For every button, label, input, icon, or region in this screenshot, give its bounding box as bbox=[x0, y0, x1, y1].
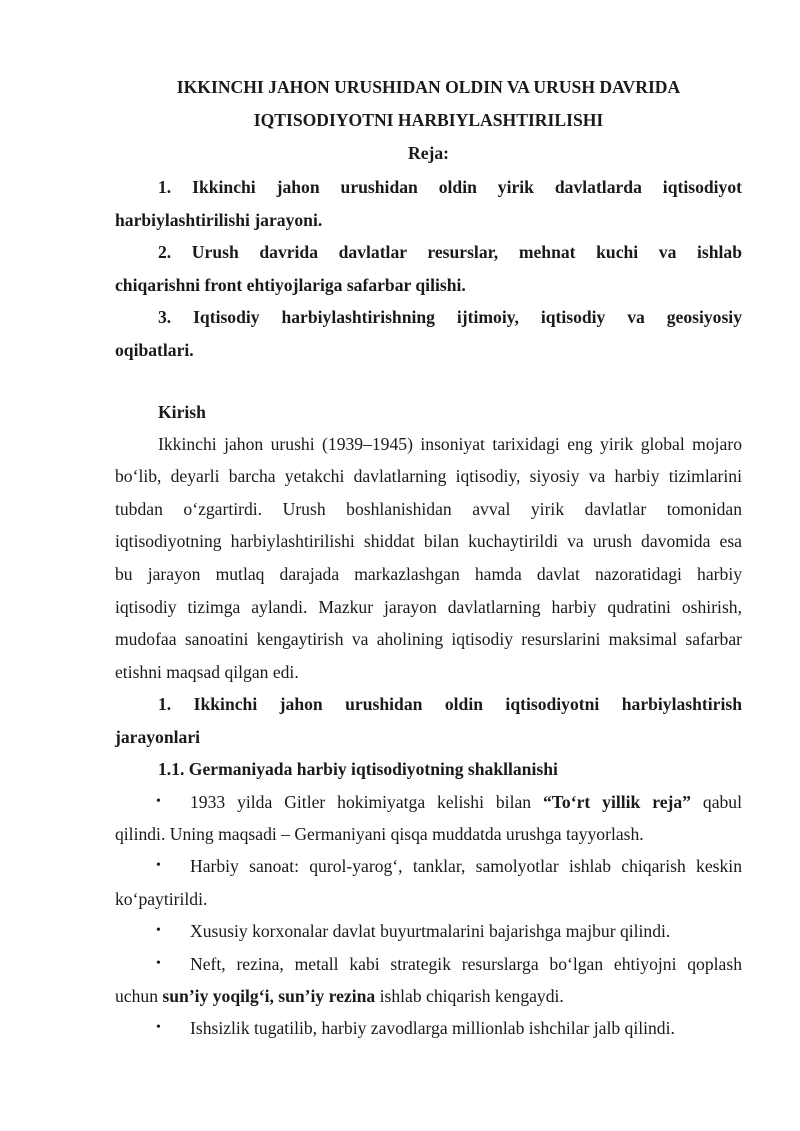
intro-line: bo‘lib, deyarli barcha yetakchi davlatlarning iqtisodiy, siyosiy va harbiy tizimlarini bbox=[115, 466, 742, 486]
bullet-icon: • bbox=[156, 956, 161, 971]
bullet-4-line-2: uchun sun’iy yoqilg‘i, sun’iy rezina ishlab chiqarish kengaydi. bbox=[115, 986, 564, 1006]
intro-line: iqtisodiy tizimga aylandi. Mazkur jarayon davlatlarning harbiy qudratini oshirish, bbox=[115, 597, 742, 617]
plan-item-3-line-2: oqibatlari. bbox=[115, 340, 194, 360]
intro-line: bu jarayon mutlaq darajada markazlashgan hamda davlat nazoratidagi harbiy bbox=[115, 564, 742, 584]
plan-heading: Reja: bbox=[407, 143, 450, 163]
bullet-4-line-1: Neft, rezina, metall kabi strategik resurslarga bo‘lgan ehtiyojni qoplash bbox=[190, 954, 742, 974]
bullet-icon: • bbox=[156, 794, 161, 809]
intro-line: iqtisodiyotning harbiylashtirilishi shiddat bilan kuchaytirildi va urush davomida esa bbox=[115, 531, 742, 551]
plan-item-3-line-1: 3. Iqtisodiy harbiylashtirishning ijtimoiy, iqtisodiy va geosiyosiy bbox=[158, 307, 742, 327]
section-1-heading-line-1: 1. Ikkinchi jahon urushidan oldin iqtisodiyotni harbiylashtirish bbox=[158, 694, 742, 714]
plan-item-2-line-1: 2. Urush davrida davlatlar resurslar, mehnat kuchi va ishlab bbox=[158, 242, 742, 262]
plan-item-1-line-1: 1. Ikkinchi jahon urushidan oldin yirik davlatlarda iqtisodiyot bbox=[158, 177, 742, 197]
subsection-1-1-heading: 1.1. Germaniyada harbiy iqtisodiyotning shakllanishi bbox=[158, 759, 558, 779]
intro-line: tubdan o‘zgartirdi. Urush boshlanishidan avval yirik davlatlar tomonidan bbox=[115, 499, 742, 519]
bullet-2-line-1: Harbiy sanoat: qurol-yarog‘, tanklar, samolyotlar ishlab chiqarish keskin bbox=[190, 856, 742, 876]
plan-item-2-line-2: chiqarishni front ehtiyojlariga safarbar qilishi. bbox=[115, 275, 466, 295]
bullet-3-line-1: Xususiy korxonalar davlat buyurtmalarini bajarishga majbur qilindi. bbox=[190, 921, 671, 941]
bullet-icon: • bbox=[156, 923, 161, 938]
bullet-1-line-1: 1933 yilda Gitler hokimiyatga kelishi bilan “To‘rt yillik reja” qabul bbox=[190, 792, 742, 812]
intro-heading: Kirish bbox=[158, 402, 206, 422]
bullet-2-line-2: ko‘paytirildi. bbox=[115, 889, 208, 909]
intro-line: etishni maqsad qilgan edi. bbox=[115, 662, 299, 682]
bullet-5-line-1: Ishsizlik tugatilib, harbiy zavodlarga millionlab ishchilar jalb qilindi. bbox=[190, 1018, 675, 1038]
bullet-icon: • bbox=[156, 858, 161, 873]
document-title-line-2: IQTISODIYOTNI HARBIYLASHTIRILISHI bbox=[253, 110, 604, 130]
bullet-icon: • bbox=[156, 1020, 161, 1035]
document-title-line-1: IKKINCHI JAHON URUSHIDAN OLDIN VA URUSH DAVRIDA bbox=[176, 77, 681, 97]
section-1-heading-line-2: jarayonlari bbox=[115, 727, 201, 747]
bullet-1-line-2: qilindi. Uning maqsadi – Germaniyani qisqa muddatda urushga tayyorlash. bbox=[115, 824, 644, 844]
plan-item-1-line-2: harbiylashtirilishi jarayoni. bbox=[115, 210, 323, 230]
intro-line: Ikkinchi jahon urushi (1939–1945) insoniyat tarixidagi eng yirik global mojaro bbox=[158, 434, 742, 454]
intro-line: mudofaa sanoatini kengaytirish va aholining iqtisodiy resurslarini maksimal safarbar bbox=[115, 629, 742, 649]
